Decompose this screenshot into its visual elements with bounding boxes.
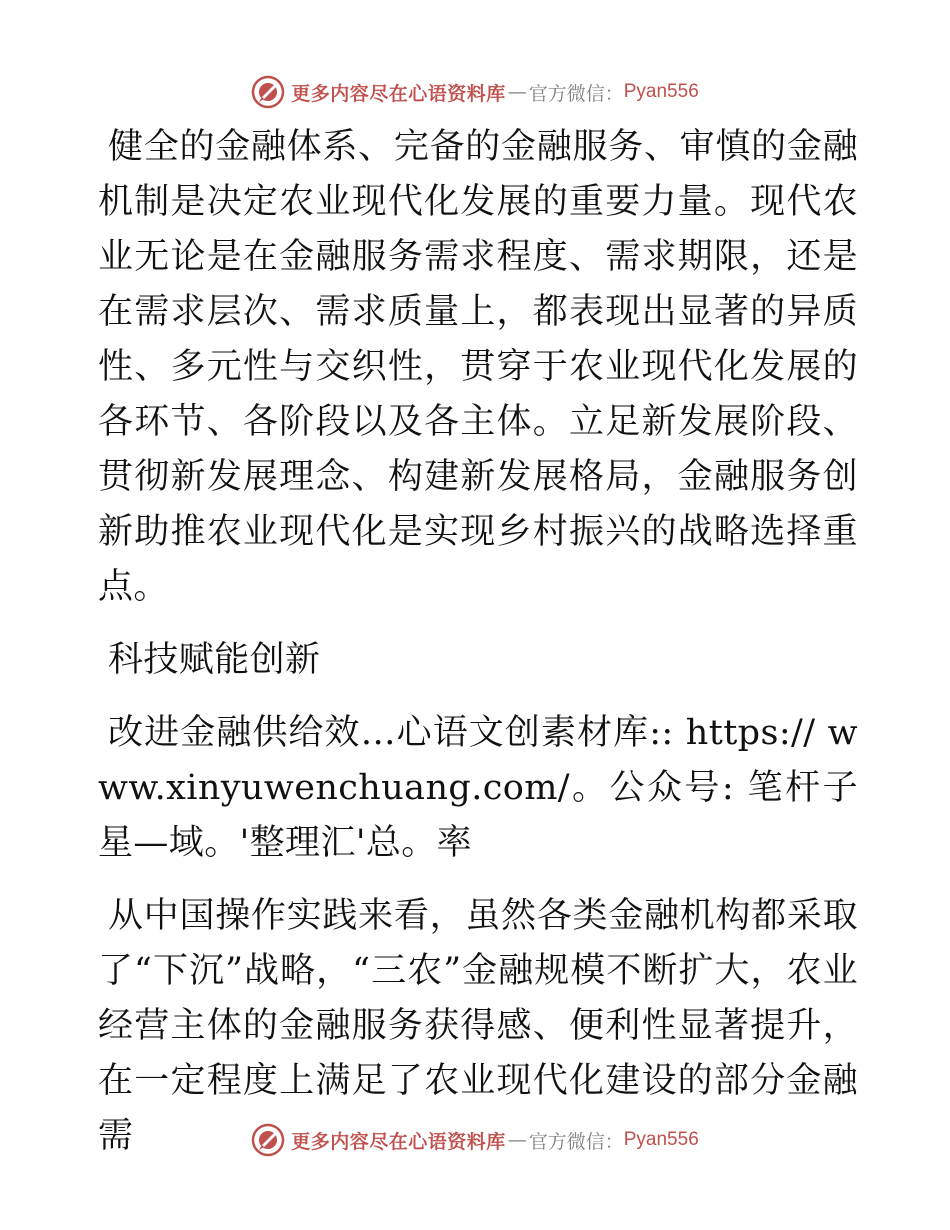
banner-dash: — (507, 81, 527, 103)
footer-watermark-banner (0, 1120, 950, 1160)
document-body (98, 120, 858, 1164)
banner-wechat-id: Pyan556 (623, 1129, 699, 1150)
paragraph-source-note: 改进金融供给效…心语文创素材库:: https:// www.xinyuwenchuang.com/。公众号: 笔杆子星—域。'整理汇'总。率 (98, 713, 858, 863)
paragraph-intro: 健全的金融体系、完备的金融服务、审慎的金融机制是决定农业现代化发展的重要力量。现代农业无论是在金融服务需求程度、需求期限，还是在需求层次、需求质量上，都表现出显著的异质性、多元性与交织性，贯穿于农业现代化发展的各环节、各阶段以及各主体。立足新发展阶段、贯彻新发展理念、构建新发展格局，金融服务创新助推农业现代化是实现乡村振兴的战略选择重点。 (98, 127, 858, 607)
banner-subtitle: 官方微信： (528, 82, 624, 105)
section-heading: 科技赋能创新 (108, 640, 321, 680)
logo-icon (251, 1123, 285, 1157)
banner-dash: — (507, 1129, 527, 1151)
header-watermark-banner (0, 72, 950, 112)
banner-wechat-id: Pyan556 (623, 81, 699, 102)
paragraph-gap (98, 615, 858, 633)
logo-icon (251, 75, 285, 109)
paragraph-gap (98, 871, 858, 889)
banner-subtitle: 官方微信： (528, 1130, 624, 1153)
paragraph-gap (98, 688, 858, 706)
banner-title: 更多内容尽在心语资料库 (291, 82, 506, 105)
banner-title: 更多内容尽在心语资料库 (291, 1130, 506, 1153)
paragraph-practice: 从中国操作实践来看，虽然各类金融机构都采取了“下沉”战略，“三农”金融规模不断扩大，农业经营主体的金融服务获得感、便利性显著提升，在一定程度上满足了农业现代化建设的部分金融需 (98, 896, 858, 1156)
